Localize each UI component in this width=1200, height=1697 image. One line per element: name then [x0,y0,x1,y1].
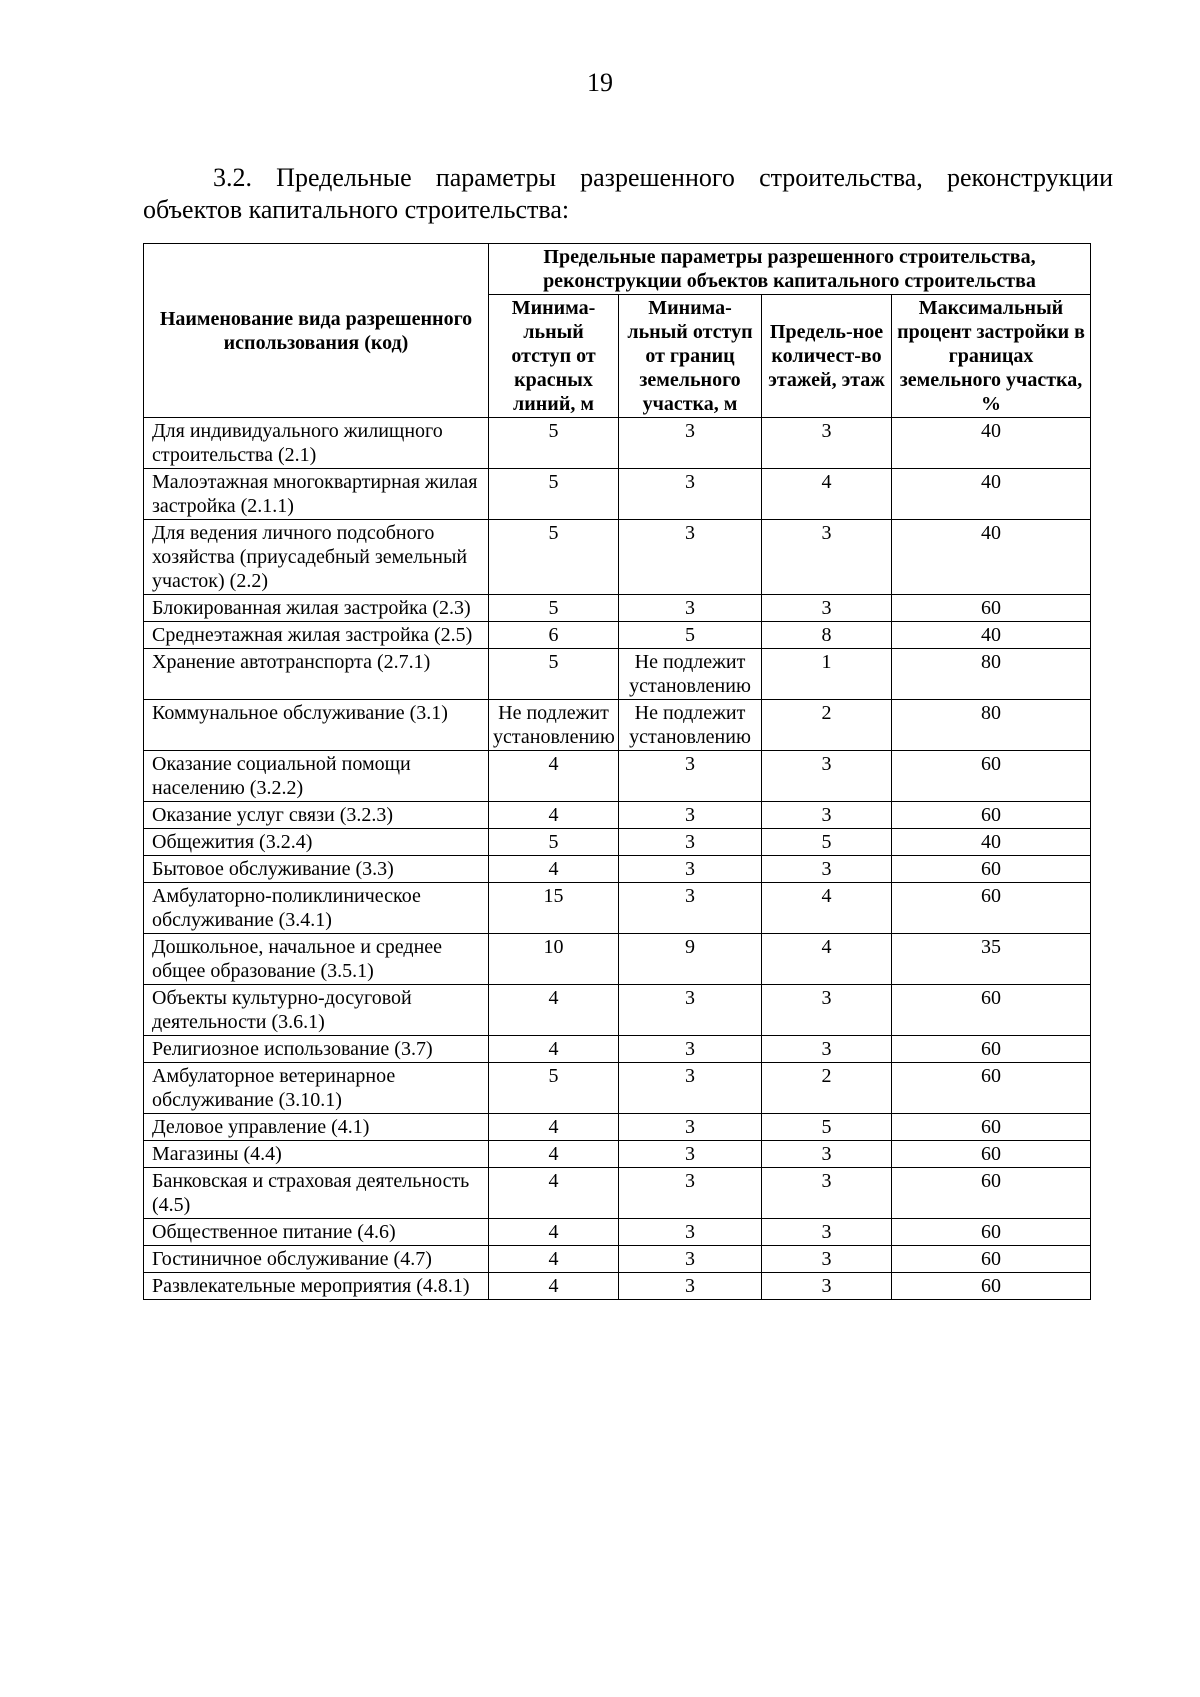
value-cell: 3 [619,1246,762,1273]
header-group: Предельные параметры разрешенного строительства, реконструкции объектов капитального строительства [489,244,1091,295]
use-type-cell: Общежития (3.2.4) [144,829,489,856]
value-cell: 3 [619,751,762,802]
value-cell: 60 [892,985,1091,1036]
table-row [144,883,1091,934]
value-cell: 3 [619,1063,762,1114]
page-number: 19 [587,68,613,97]
header-name-column: Наименование вида разрешенного использования (код) [144,244,489,418]
value-cell: 4 [489,1168,619,1219]
table-header-row [144,244,1091,295]
header-max-coverage: Максимальный процент застройки в границах земельного участка, % [892,295,1091,418]
value-cell: 3 [762,1036,892,1063]
value-cell: 3 [619,595,762,622]
value-cell: 5 [489,595,619,622]
value-cell: 8 [762,622,892,649]
table-row [144,856,1091,883]
value-cell: 3 [762,418,892,469]
value-cell: 5 [489,1063,619,1114]
header-floors: Предель-ное количест-во этажей, этаж [762,295,892,418]
value-cell: 2 [762,700,892,751]
value-cell: 60 [892,1273,1091,1300]
value-cell: 3 [619,469,762,520]
table-row [144,622,1091,649]
use-type-cell: Амбулаторно-поликлиническое обслуживание (3.4.1) [144,883,489,934]
table-row [144,595,1091,622]
use-type-cell: Коммунальное обслуживание (3.1) [144,700,489,751]
value-cell: 2 [762,1063,892,1114]
table-row [144,469,1091,520]
value-cell: 5 [489,418,619,469]
table-row [144,1141,1091,1168]
value-cell: 3 [619,802,762,829]
value-cell: 60 [892,1168,1091,1219]
table-row [144,700,1091,751]
use-type-cell: Для ведения личного подсобного хозяйства (приусадебный земельный участок) (2.2) [144,520,489,595]
value-cell: 4 [762,934,892,985]
value-cell: 3 [762,802,892,829]
value-cell: 4 [489,1273,619,1300]
table-row [144,520,1091,595]
use-type-cell: Оказание социальной помощи населению (3.2.2) [144,751,489,802]
value-cell: 40 [892,469,1091,520]
value-cell: 3 [619,1141,762,1168]
value-cell: 5 [489,649,619,700]
value-cell: 3 [762,595,892,622]
use-type-cell: Блокированная жилая застройка (2.3) [144,595,489,622]
value-cell: 40 [892,829,1091,856]
value-cell: 80 [892,649,1091,700]
value-cell: 60 [892,1141,1091,1168]
value-cell: 60 [892,1036,1091,1063]
table-row [144,1273,1091,1300]
value-cell: 3 [619,829,762,856]
value-cell: 60 [892,802,1091,829]
value-cell: 60 [892,1063,1091,1114]
value-cell: 60 [892,751,1091,802]
table-row [144,985,1091,1036]
value-cell: 4 [489,1114,619,1141]
use-type-cell: Банковская и страховая деятельность (4.5) [144,1168,489,1219]
table-row [144,751,1091,802]
value-cell: 5 [489,829,619,856]
value-cell: 4 [489,1219,619,1246]
value-cell: 5 [762,829,892,856]
use-type-cell: Общественное питание (4.6) [144,1219,489,1246]
value-cell: 3 [762,751,892,802]
table-row [144,1246,1091,1273]
value-cell: 3 [619,418,762,469]
value-cell: 9 [619,934,762,985]
value-cell: 5 [489,469,619,520]
value-cell: 3 [619,1114,762,1141]
value-cell: 3 [619,520,762,595]
table-row [144,418,1091,469]
parameters-table [143,243,1091,1300]
use-type-cell: Бытовое обслуживание (3.3) [144,856,489,883]
value-cell: 3 [762,985,892,1036]
value-cell: 4 [489,1246,619,1273]
value-cell: 4 [762,883,892,934]
value-cell: 4 [489,1036,619,1063]
value-cell: 4 [489,802,619,829]
value-cell: 6 [489,622,619,649]
value-cell: 1 [762,649,892,700]
table-row [144,802,1091,829]
value-cell: 4 [762,469,892,520]
value-cell: 60 [892,856,1091,883]
header-boundary-setback: Минима-льный отступ от границ земельного участка, м [619,295,762,418]
use-type-cell: Религиозное использование (3.7) [144,1036,489,1063]
value-cell: 3 [762,1273,892,1300]
value-cell: 40 [892,622,1091,649]
use-type-cell: Деловое управление (4.1) [144,1114,489,1141]
value-cell: 40 [892,418,1091,469]
value-cell: 3 [619,1273,762,1300]
value-cell: 4 [489,856,619,883]
use-type-cell: Объекты культурно-досуговой деятельности (3.6.1) [144,985,489,1036]
table-row [144,1114,1091,1141]
table-row [144,1168,1091,1219]
use-type-cell: Для индивидуального жилищного строительства (2.1) [144,418,489,469]
use-type-cell: Хранение автотранспорта (2.7.1) [144,649,489,700]
use-type-cell: Малоэтажная многоквартирная жилая застройка (2.1.1) [144,469,489,520]
value-cell: 4 [489,985,619,1036]
table-body [144,418,1091,1300]
use-type-cell: Среднеэтажная жилая застройка (2.5) [144,622,489,649]
use-type-cell: Дошкольное, начальное и среднее общее образование (3.5.1) [144,934,489,985]
section-title: 3.2. Предельные параметры разрешенного строительства, реконструкции объектов капитального строительства: [143,163,1113,224]
value-cell: 3 [762,1219,892,1246]
use-type-cell: Гостиничное обслуживание (4.7) [144,1246,489,1273]
value-cell: Не подлежит установлению [489,700,619,751]
value-cell: Не подлежит установлению [619,700,762,751]
value-cell: 3 [762,1141,892,1168]
value-cell: 35 [892,934,1091,985]
value-cell: 5 [619,622,762,649]
use-type-cell: Магазины (4.4) [144,1141,489,1168]
value-cell: 60 [892,1219,1091,1246]
value-cell: 5 [762,1114,892,1141]
value-cell: 40 [892,520,1091,595]
value-cell: 3 [619,883,762,934]
value-cell: 60 [892,1114,1091,1141]
table-row [144,1063,1091,1114]
table-row [144,1219,1091,1246]
header-red-line-setback: Минима-льный отступ от красных линий, м [489,295,619,418]
value-cell: 4 [489,1141,619,1168]
value-cell: 3 [762,1246,892,1273]
use-type-cell: Оказание услуг связи (3.2.3) [144,802,489,829]
value-cell: 60 [892,595,1091,622]
use-type-cell: Развлекательные мероприятия (4.8.1) [144,1273,489,1300]
value-cell: 3 [619,1219,762,1246]
value-cell: 60 [892,883,1091,934]
value-cell: 80 [892,700,1091,751]
table-row [144,1036,1091,1063]
value-cell: 3 [762,856,892,883]
table-row [144,934,1091,985]
value-cell: 10 [489,934,619,985]
value-cell: Не подлежит установлению [619,649,762,700]
use-type-cell: Амбулаторное ветеринарное обслуживание (3.10.1) [144,1063,489,1114]
value-cell: 5 [489,520,619,595]
value-cell: 60 [892,1246,1091,1273]
value-cell: 3 [619,1036,762,1063]
value-cell: 3 [619,1168,762,1219]
value-cell: 3 [762,1168,892,1219]
value-cell: 3 [619,856,762,883]
value-cell: 3 [762,520,892,595]
table-row [144,649,1091,700]
value-cell: 15 [489,883,619,934]
value-cell: 4 [489,751,619,802]
value-cell: 3 [619,985,762,1036]
table-row [144,829,1091,856]
